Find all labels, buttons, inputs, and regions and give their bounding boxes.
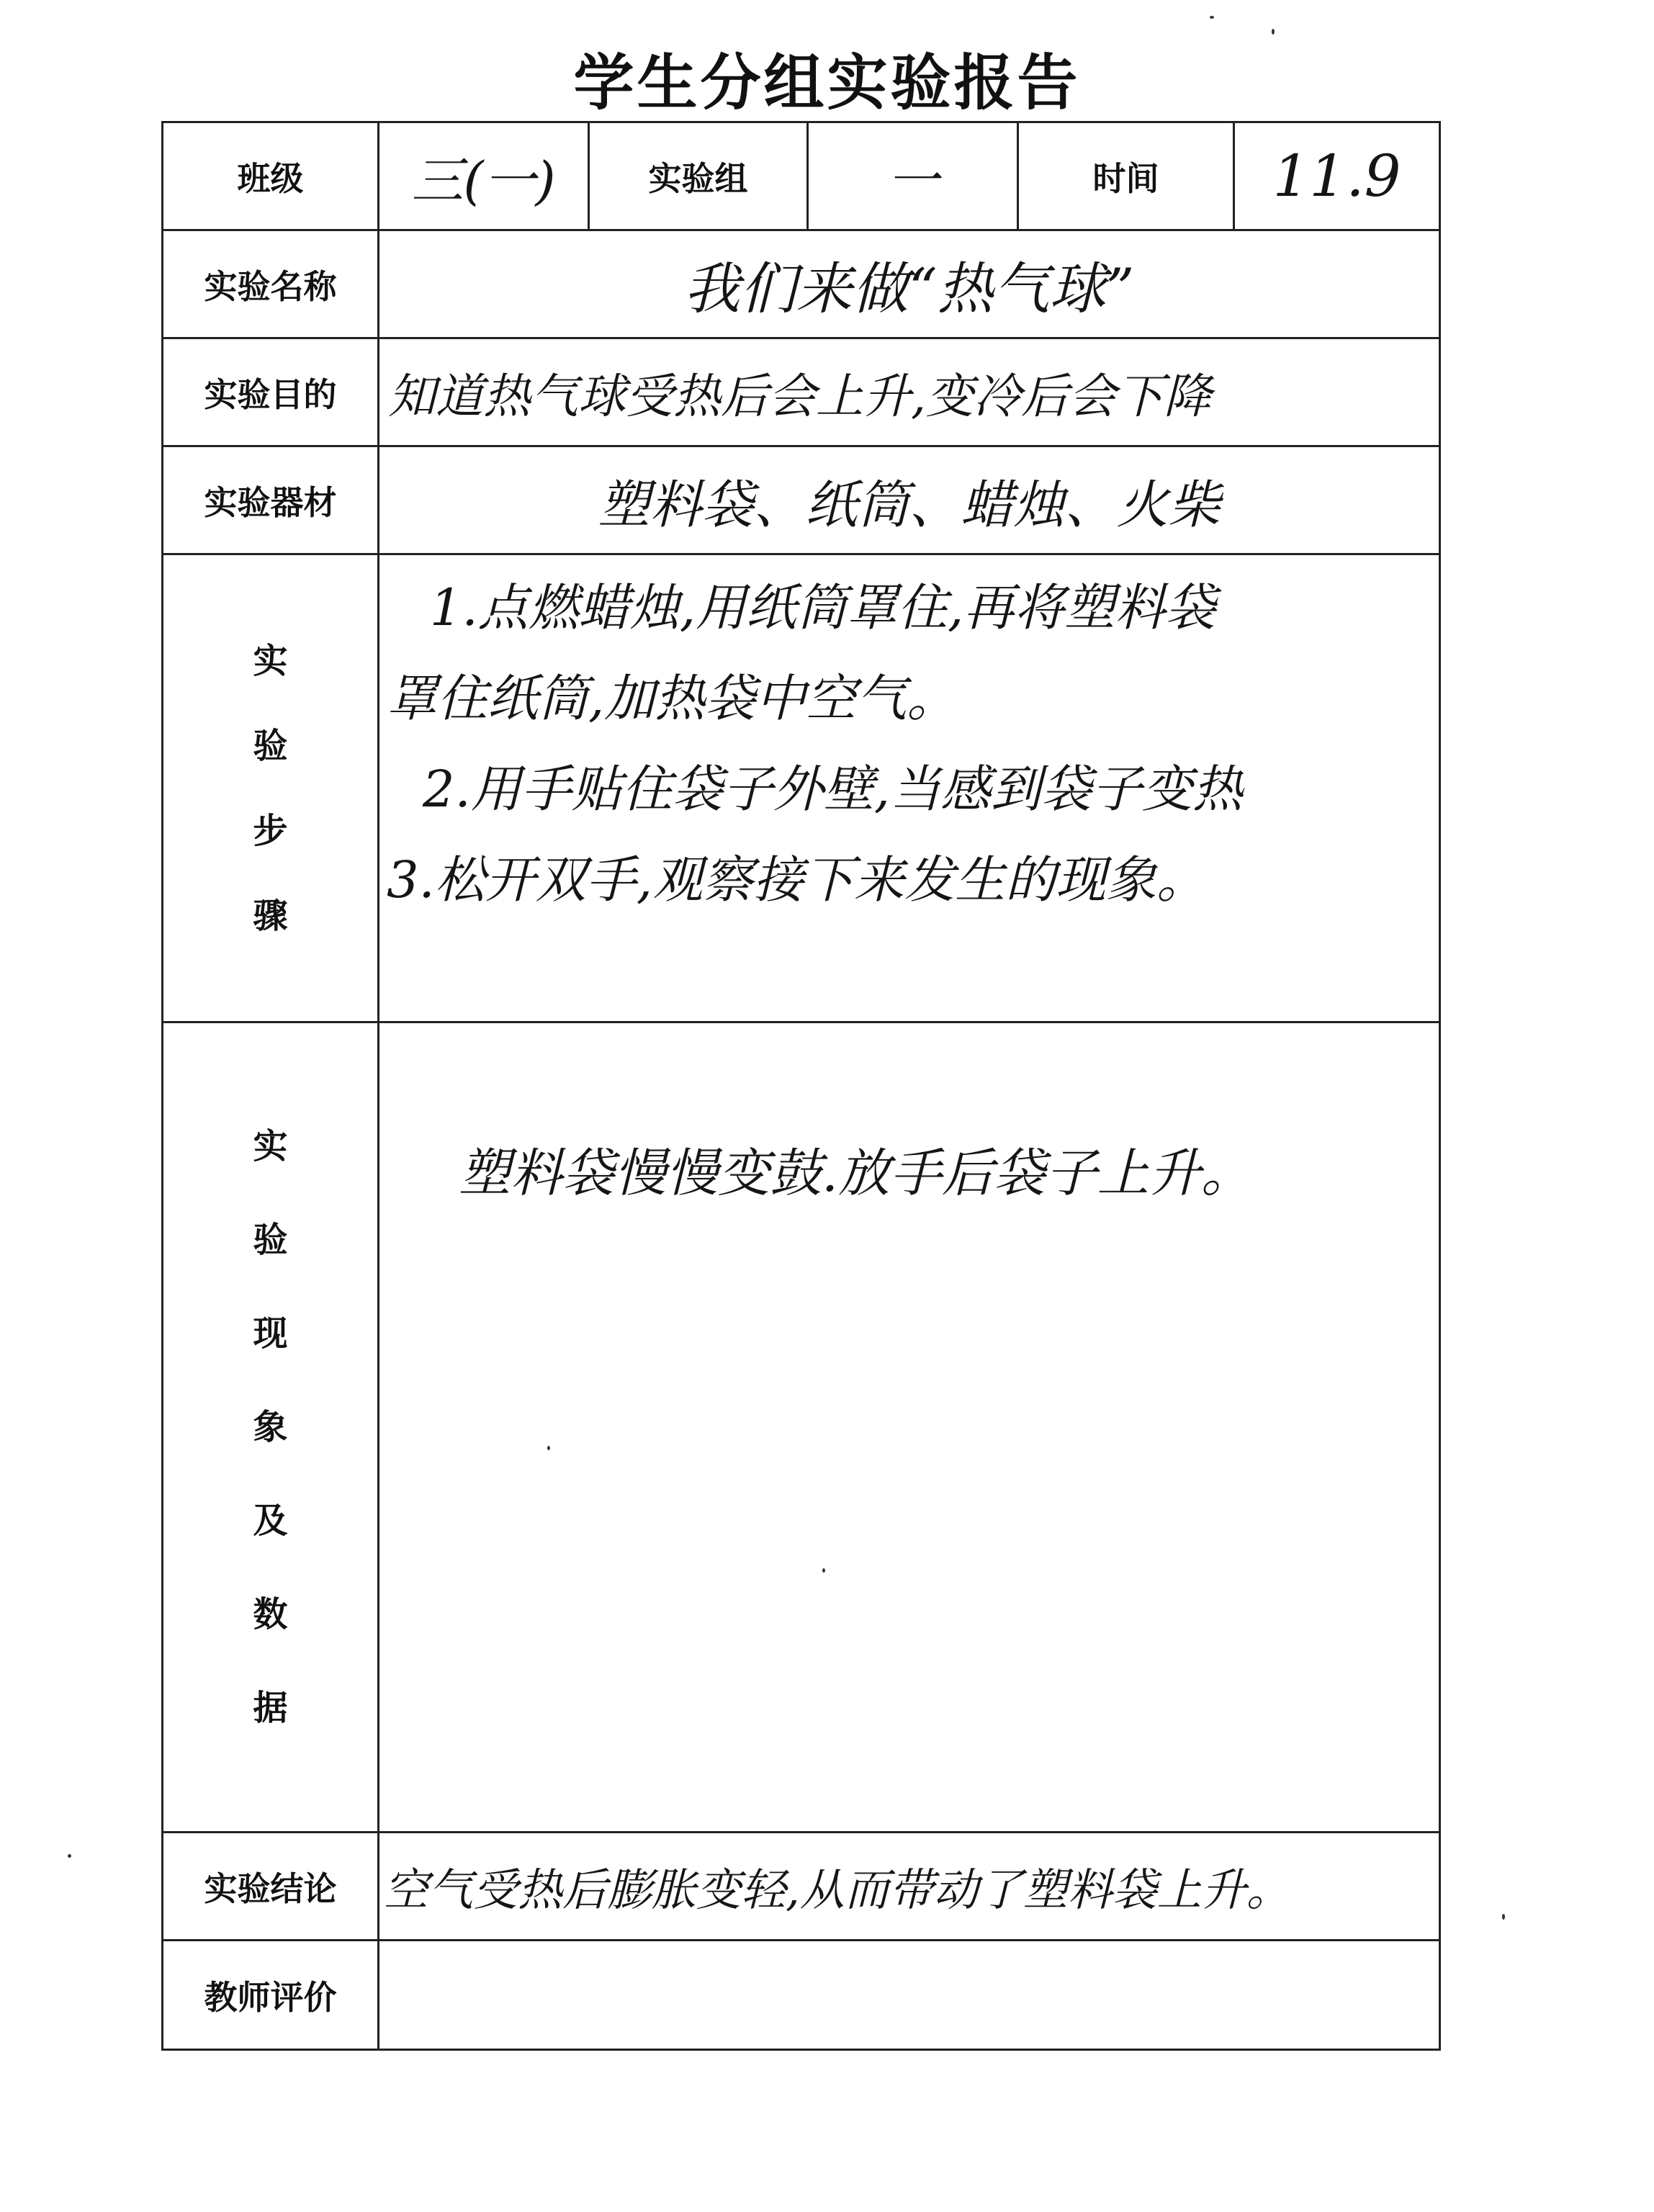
steps-label-char: 步 xyxy=(253,810,288,851)
header-row xyxy=(163,122,1440,230)
class-value: 三(一) xyxy=(379,122,589,230)
phenomena-label-char: 数 xyxy=(253,1594,288,1635)
teacher-evaluation-label: 教师评价 xyxy=(163,1941,379,2050)
phenomena-label-char: 象 xyxy=(253,1407,288,1447)
scan-speck xyxy=(547,1446,550,1450)
experiment-purpose-row xyxy=(163,338,1440,446)
phenomena-label-char: 实 xyxy=(253,1126,288,1166)
steps-line: 3.松开双手,观察接下来发生的现象。 xyxy=(387,850,1208,909)
group-value: 一 xyxy=(808,122,1018,230)
experiment-phenomena-value: 塑料袋慢慢变鼓.放手后袋子上升。 xyxy=(379,1022,1440,1833)
phenomena-label-char: 及 xyxy=(253,1501,288,1541)
scan-speck xyxy=(68,1854,71,1858)
experiment-steps-label xyxy=(163,554,379,1022)
experiment-name-row xyxy=(163,230,1440,338)
group-label: 实验组 xyxy=(589,122,808,230)
experiment-materials-row xyxy=(163,446,1440,554)
experiment-conclusion-value: 空气受热后膨胀变轻,从而带动了塑料袋上升。 xyxy=(379,1833,1440,1941)
experiment-name-value: 我们来做“热气球” xyxy=(379,230,1440,338)
steps-label-char: 实 xyxy=(253,640,288,681)
phenomena-label-char: 现 xyxy=(253,1313,288,1354)
teacher-evaluation-value xyxy=(379,1941,1440,2050)
experiment-purpose-label: 实验目的 xyxy=(163,338,379,446)
steps-line: 1.点燃蜡烛,用纸筒罩住,再将塑料袋 xyxy=(430,578,1216,637)
experiment-conclusion-row xyxy=(163,1833,1440,1941)
steps-label-char: 验 xyxy=(253,725,288,766)
scan-speck xyxy=(822,1568,825,1573)
scan-speck xyxy=(1272,29,1275,35)
phenomena-label-char: 据 xyxy=(253,1688,288,1728)
experiment-phenomena-row xyxy=(163,1022,1440,1833)
experiment-purpose-value: 知道热气球受热后会上升,变冷后会下降 xyxy=(379,338,1440,446)
steps-line: 2.用手贴住袋子外壁,当感到袋子变热 xyxy=(423,760,1244,819)
steps-line: 罩住纸筒,加热袋中空气。 xyxy=(387,669,958,728)
scan-speck xyxy=(1210,16,1214,19)
experiment-name-label: 实验名称 xyxy=(163,230,379,338)
experiment-materials-value: 塑料袋、纸筒、蜡烛、火柴 xyxy=(379,446,1440,554)
teacher-evaluation-row xyxy=(163,1941,1440,2050)
class-label: 班级 xyxy=(163,122,379,230)
scan-speck xyxy=(1502,1914,1505,1920)
time-value: 11.9 xyxy=(1234,122,1440,230)
time-label: 时间 xyxy=(1018,122,1234,230)
report-title: 学生分组实验报告 xyxy=(573,48,1081,118)
experiment-phenomena-label xyxy=(163,1022,379,1833)
experiment-steps-content xyxy=(379,554,1440,1022)
phenomena-label-char: 验 xyxy=(253,1220,288,1260)
experiment-steps-row xyxy=(163,554,1440,1022)
steps-label-char: 骤 xyxy=(253,895,288,936)
experiment-materials-label: 实验器材 xyxy=(163,446,379,554)
report-table xyxy=(161,121,1441,2051)
experiment-conclusion-label: 实验结论 xyxy=(163,1833,379,1941)
